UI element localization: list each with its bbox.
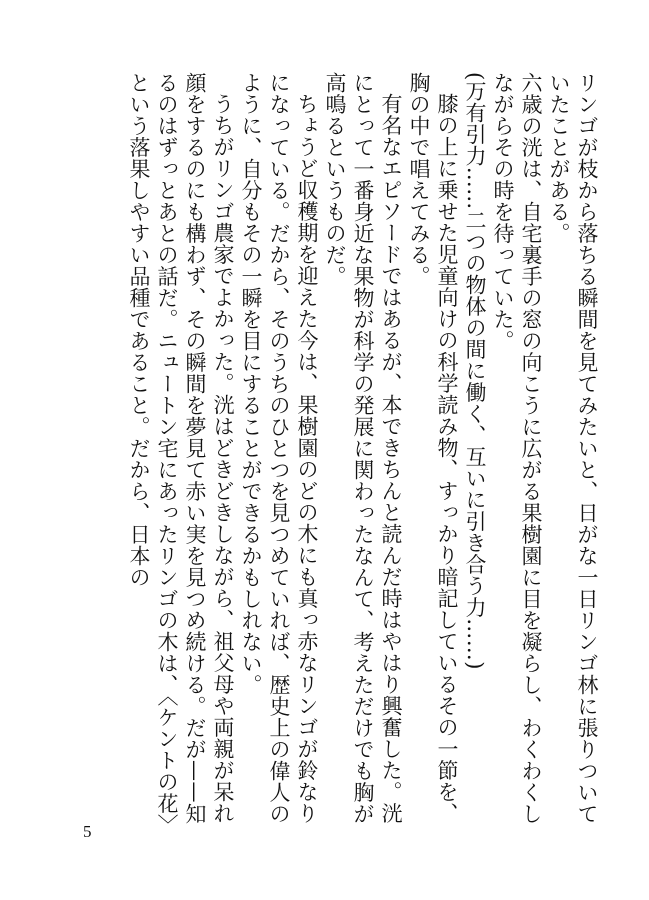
body-text xyxy=(41,72,601,832)
paragraph: (万有引力……二つの物体の間に働く、互いに引き合う力……) xyxy=(463,72,487,670)
paragraph: リンゴが枝から落ちる瞬間を見てみたいと、日がな一日リンゴ林に張りついていたことがある。 xyxy=(547,72,599,825)
paragraph: 膝の上に乗せた児童向けの科学読み物、すっかり暗記しているその一節を、胸の中で唱えてみる。 xyxy=(407,72,459,824)
paragraph: 有名なエピソードではあるが、本できちんと読んだ時はやはり興奮した。洸にとって一番身近な果物が科学の発展に関わったなんて、考えただけでも胸が高鳴るというものだ。 xyxy=(323,72,403,825)
paragraph: うちがリンゴ農家でよかった。洸はどきどきしながら、祖父母や両親が呆れ顔をするのにも構わず、その瞬間を夢見て赤い実を見つめ続ける。だが——知るのはずっとあとの話だ。ニュートン宅にあったリンゴの木は、〈ケントの花〉という落果しやすい品種であること。だから、日本の xyxy=(127,72,235,825)
paragraph: 六歳の洸は、自宅裏手の窓の向こうに広がる果樹園に目を凝らし、わくわくしながらその時を待っていた。 xyxy=(491,72,543,825)
paragraph: ちょうど収穫期を迎えた今は、果樹園のどの木にも真っ赤なリンゴが鈴なりになっている。だから、そのうちのひとつを見つめていれば、歴史上の偉人のように、自分もその一瞬を目にすることができるかもしれない。 xyxy=(239,72,319,825)
page-number: 5 xyxy=(83,822,92,841)
